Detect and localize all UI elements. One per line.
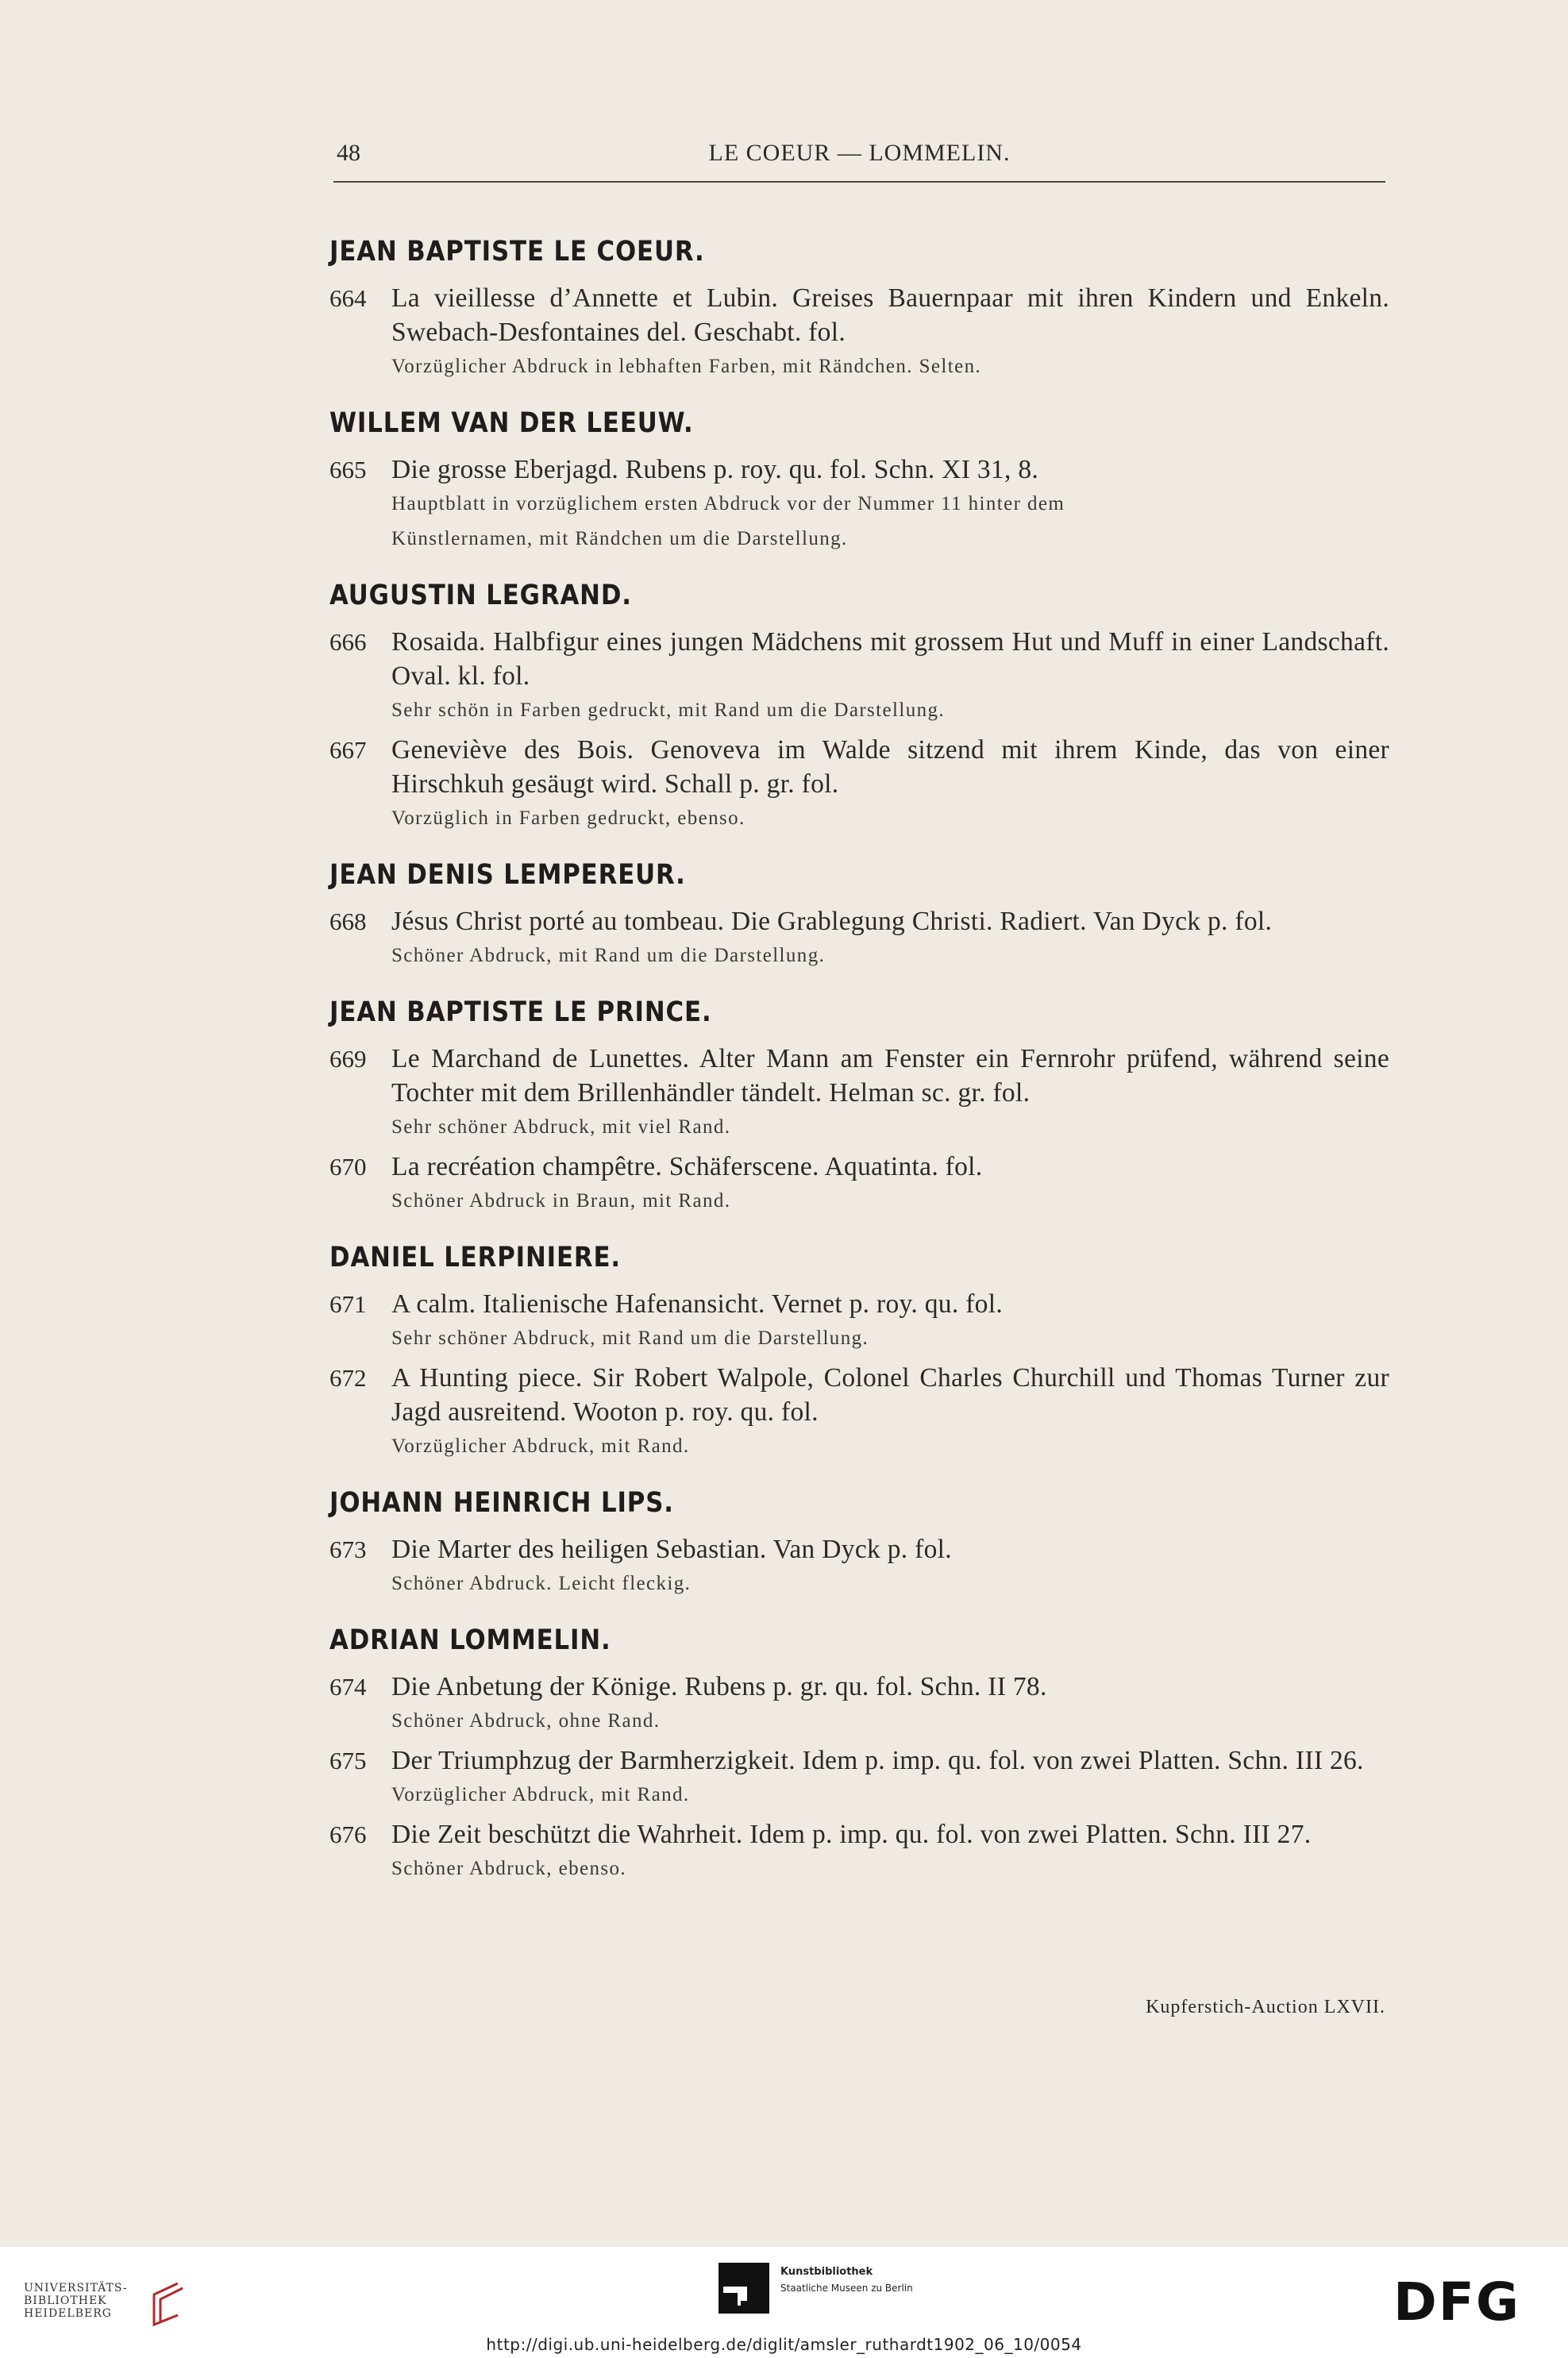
entry-number: 676	[329, 1821, 367, 1848]
catalogue-entry	[329, 1532, 1389, 1566]
entry-number: 674	[329, 1673, 367, 1701]
entry-condition-note: Sehr schön in Farben gedruckt, mit Rand um die Darstellung.	[391, 699, 946, 721]
entry-number: 673	[329, 1535, 367, 1563]
entry-description: Rosaida. Halbfigur eines jungen Mädchens mit grossem Hut und Muff in einer Landschaft. Oval. kl. fol.	[391, 627, 1389, 691]
entry-condition-note: Schöner Abdruck, mit Rand um die Darstellung.	[391, 945, 826, 966]
artist-heading: AUGUSTIN LEGRAND.	[329, 580, 632, 611]
artist-heading: JEAN BAPTISTE LE COEUR.	[329, 236, 705, 268]
entry-number: 667	[329, 736, 367, 764]
page-number: 48	[337, 140, 360, 166]
kunstbibliothek-name: Kunstbibliothek	[780, 2266, 873, 2278]
catalogue-entry	[329, 1670, 1389, 1704]
entry-condition-note: Vorzüglicher Abdruck, mit Rand.	[391, 1784, 690, 1805]
artist-heading: JEAN BAPTISTE LE PRINCE.	[329, 996, 712, 1028]
kunstbibliothek-subtitle: Staatliche Museen zu Berlin	[780, 2283, 913, 2294]
entry-condition-note: Hauptblatt in vorzüglichem ersten Abdruck vor der Nummer 11 hinter dem	[391, 493, 1065, 514]
entry-condition-note: Schöner Abdruck. Leicht fleckig.	[391, 1573, 692, 1594]
entry-number: 672	[329, 1364, 367, 1392]
catalogue-entry	[329, 625, 1389, 693]
catalogue-entry	[329, 281, 1389, 349]
running-title: LE COEUR — LOMMELIN.	[708, 140, 1011, 166]
entry-description: Der Triumphzug der Barmherzigkeit. Idem p. imp. qu. fol. von zwei Platten. Schn. III 26.	[391, 1746, 1364, 1775]
entry-condition-note: Sehr schöner Abdruck, mit Rand um die Darstellung.	[391, 1327, 869, 1349]
catalogue-entry	[329, 1743, 1389, 1778]
source-url-link[interactable]: http://digi.ub.uni-heidelberg.de/diglit/amsler_ruthardt1902_06_10/0054	[486, 2335, 1082, 2354]
catalogue-entry	[329, 1042, 1389, 1110]
university-line-1: UNIVERSITÄTS-	[24, 2282, 128, 2294]
entry-description: La vieillesse d’Annette et Lubin. Greises Bauernpaar mit ihren Kindern und Enkeln. Swebach-Desfontaines del. Geschabt. fol.	[391, 283, 1389, 347]
entry-description: Die Marter des heiligen Sebastian. Van Dyck p. fol.	[391, 1535, 952, 1564]
running-head	[333, 140, 1385, 179]
university-line-3: HEIDELBERG	[24, 2307, 112, 2320]
entry-description: A Hunting piece. Sir Robert Walpole, Colonel Charles Churchill und Thomas Turner zur Jagd ausreitend. Wooton p. roy. qu. fol.	[391, 1363, 1389, 1427]
catalogue-entry	[329, 1817, 1389, 1851]
entry-number: 671	[329, 1290, 367, 1318]
entry-number: 665	[329, 456, 367, 484]
entry-condition-note: Künstlernamen, mit Rändchen um die Darstellung.	[391, 528, 848, 549]
artist-heading: DANIEL LERPINIERE.	[329, 1242, 622, 1273]
catalogue-entry	[329, 1361, 1389, 1429]
dfg-logo-text: DFG	[1393, 2275, 1521, 2326]
entry-description: A calm. Italienische Hafenansicht. Vernet p. roy. qu. fol.	[391, 1289, 1003, 1319]
catalogue-entry	[329, 1150, 1389, 1184]
university-line-2: BIBLIOTHEK	[24, 2294, 107, 2307]
artist-heading: JEAN DENIS LEMPEREUR.	[329, 859, 686, 891]
entry-condition-note: Sehr schöner Abdruck, mit viel Rand.	[391, 1116, 731, 1138]
catalogue-content	[329, 213, 1389, 1886]
entry-condition-note: Schöner Abdruck, ebenso.	[391, 1858, 627, 1879]
entry-condition-note: Schöner Abdruck in Braun, mit Rand.	[391, 1190, 731, 1212]
header-rule	[333, 181, 1385, 183]
entry-number: 668	[329, 907, 367, 935]
entry-condition-note: Vorzüglich in Farben gedruckt, ebenso.	[391, 807, 745, 829]
dfg-logo[interactable]	[1393, 2275, 1544, 2326]
entry-description: Geneviève des Bois. Genoveva im Walde sitzend mit ihrem Kinde, das von einer Hirschkuh gesäugt wird. Schall p. gr. fol.	[391, 735, 1389, 799]
entry-number: 675	[329, 1747, 367, 1774]
footer-bar	[0, 2247, 1568, 2358]
entry-number: 670	[329, 1153, 367, 1181]
university-mark-icon	[143, 2280, 186, 2328]
entry-number: 669	[329, 1045, 367, 1073]
entry-condition-note: Vorzüglicher Abdruck, mit Rand.	[391, 1435, 690, 1457]
entry-description: Die grosse Eberjagd. Rubens p. roy. qu. fol. Schn. XI 31, 8.	[391, 455, 1039, 484]
entry-description: Jésus Christ porté au tombeau. Die Grablegung Christi. Radiert. Van Dyck p. fol.	[391, 907, 1273, 936]
auction-label: Kupferstich-Auction LXVII.	[1146, 1997, 1385, 2017]
entry-condition-note: Vorzüglicher Abdruck in lebhaften Farben, mit Rändchen. Selten.	[391, 356, 982, 377]
kunstbibliothek-text	[780, 2264, 913, 2296]
entry-description: Die Zeit beschützt die Wahrheit. Idem p. imp. qu. fol. von zwei Platten. Schn. III 27.	[391, 1820, 1312, 1849]
artist-heading: WILLEM VAN DER LEEUW.	[329, 407, 694, 439]
artist-heading: JOHANN HEINRICH LIPS.	[329, 1487, 674, 1519]
entry-number: 666	[329, 628, 367, 656]
catalogue-entry	[329, 733, 1389, 801]
catalogue-entry	[329, 453, 1389, 487]
entry-description: Le Marchand de Lunettes. Alter Mann am Fenster ein Fernrohr prüfend, während seine Tochter mit dem Brillenhändler tändelt. Helman sc. gr. fol.	[391, 1044, 1389, 1108]
artist-heading: ADRIAN LOMMELIN.	[329, 1624, 611, 1656]
catalogue-entry	[329, 904, 1389, 938]
kunstbibliothek-logo[interactable]	[719, 2263, 913, 2318]
entry-description: Die Anbetung der Könige. Rubens p. gr. qu. fol. Schn. II 78.	[391, 1672, 1047, 1701]
university-library-logo[interactable]	[24, 2282, 128, 2320]
entry-condition-note: Schöner Abdruck, ohne Rand.	[391, 1710, 661, 1732]
entry-description: La recréation champêtre. Schäferscene. Aquatinta. fol.	[391, 1152, 983, 1181]
catalogue-entry	[329, 1287, 1389, 1321]
kunstbibliothek-icon	[719, 2263, 769, 2314]
entry-number: 664	[329, 284, 367, 312]
